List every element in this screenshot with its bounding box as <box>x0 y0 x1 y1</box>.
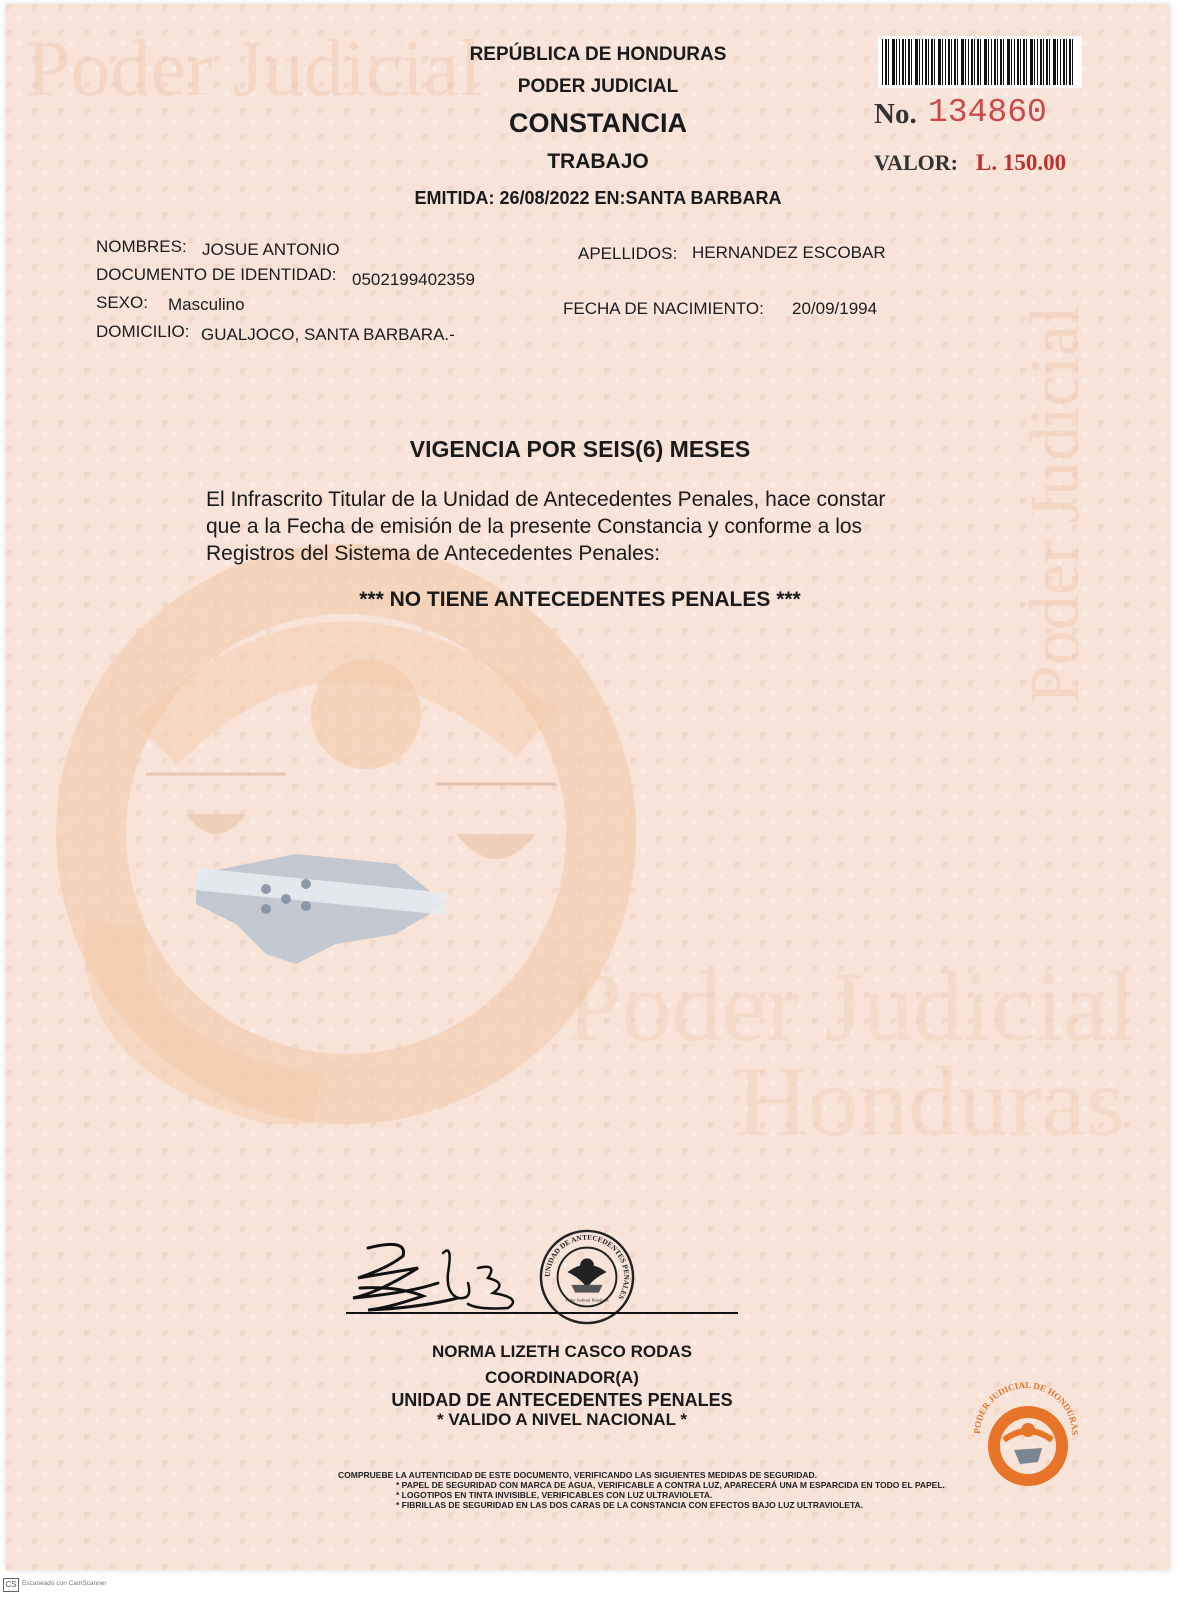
paragraph-line: Registros del Sistema de Antecedentes Penales: <box>206 542 661 565</box>
documento-value: 0502199402359 <box>352 270 475 289</box>
valor-label: VALOR: <box>874 150 958 175</box>
result-statement: *** NO TIENE ANTECEDENTES PENALES *** <box>359 588 801 611</box>
barcode <box>878 36 1082 88</box>
paragraph-line: que a la Fecha de emisión de la presente Constancia y conforme a los <box>206 515 863 538</box>
domicilio-label: DOMICILIO: <box>96 322 190 341</box>
orange-security-seal <box>970 1378 1082 1490</box>
sexo-label: SEXO: <box>96 293 148 312</box>
nombres-value: JOSUE ANTONIO <box>202 240 340 259</box>
orange-seal-ring-text: PODER JUDICIAL DE HONDURAS <box>971 1379 1081 1436</box>
sexo-value: Masculino <box>168 295 245 314</box>
verification-line: * PAPEL DE SEGURIDAD CON MARCA DE AGUA, VERIFICABLE A CONTRA LUZ, APARECERÁ UNA M ESPARCIDA EN TODO EL PAPEL. <box>396 1480 945 1490</box>
header-poder-judicial: PODER JUDICIAL <box>517 76 679 97</box>
serial-number: 134860 <box>928 94 1047 131</box>
handwritten-signature <box>348 1238 538 1318</box>
watermark-top: Poder Judicial <box>26 25 482 113</box>
watermark-mid-line2: Honduras <box>736 1046 1125 1157</box>
verification-line: COMPRUEBE LA AUTENTICIDAD DE ESTE DOCUMENTO, VERIFICANDO LAS SIGUIENTES MEDIDAS DE SEGURIDAD. <box>338 1470 818 1480</box>
watermark-mid-line1: Poder Judicial <box>566 951 1136 1062</box>
seal-inner-text: Poder Judicial Honduras <box>565 1297 609 1303</box>
vigencia-heading: VIGENCIA POR SEIS(6) MESES <box>409 436 751 462</box>
valor-amount: L. 150.00 <box>976 150 1067 175</box>
camscanner-text: Escaneado con CamScanner <box>22 1580 107 1587</box>
nombres-label: NOMBRES: <box>96 237 187 256</box>
certification-paragraph <box>206 486 986 567</box>
watermark-side: Poder Judicial <box>1017 305 1094 704</box>
camscanner-logo: CS <box>3 1578 19 1592</box>
header-republica: REPÚBLICA DE HONDURAS <box>469 44 727 65</box>
signature-line <box>346 1312 738 1314</box>
documento-label: DOCUMENTO DE IDENTIDAD: <box>96 265 337 284</box>
signatory-name: NORMA LIZETH CASCO RODAS <box>431 1342 693 1361</box>
apellidos-label: APELLIDOS: <box>578 244 678 263</box>
signatory-unit: UNIDAD DE ANTECEDENTES PENALES <box>391 1390 733 1410</box>
verification-line: * FIBRILLAS DE SEGURIDAD EN LAS DOS CARAS DE LA CONSTANCIA CON EFECTOS BAJO LUZ ULTRAVIOLETA. <box>396 1500 864 1510</box>
nacimiento-value: 20/09/1994 <box>792 299 878 318</box>
document-purpose: TRABAJO <box>547 150 649 173</box>
seal-ring-text: UNIDAD DE ANTECEDENTES PENALES <box>542 1232 632 1302</box>
paragraph-line: El Infrascrito Titular de la Unidad de Antecedentes Penales, hace constar <box>206 488 886 511</box>
nacimiento-label: FECHA DE NACIMIENTO: <box>563 299 764 318</box>
scanner-footer <box>0 1574 1181 1600</box>
background-emblem <box>36 544 656 1124</box>
verification-line: * LOGOTIPOS EN TINTA INVISIBLE, VERIFICABLES CON LUZ ULTRAVIOLETA. <box>396 1490 713 1500</box>
serial-label: No. <box>874 98 917 130</box>
validity-note: * VALIDO A NIVEL NACIONAL * <box>437 1410 687 1429</box>
security-verification-notes <box>338 1470 945 1510</box>
document-title: CONSTANCIA <box>509 108 687 138</box>
signatory-title: COORDINADOR(A) <box>485 1368 639 1387</box>
issue-date-place: EMITIDA: 26/08/2022 EN:SANTA BARBARA <box>414 188 782 208</box>
domicilio-value: GUALJOCO, SANTA BARBARA.- <box>201 325 455 344</box>
apellidos-value: HERNANDEZ ESCOBAR <box>692 243 886 262</box>
